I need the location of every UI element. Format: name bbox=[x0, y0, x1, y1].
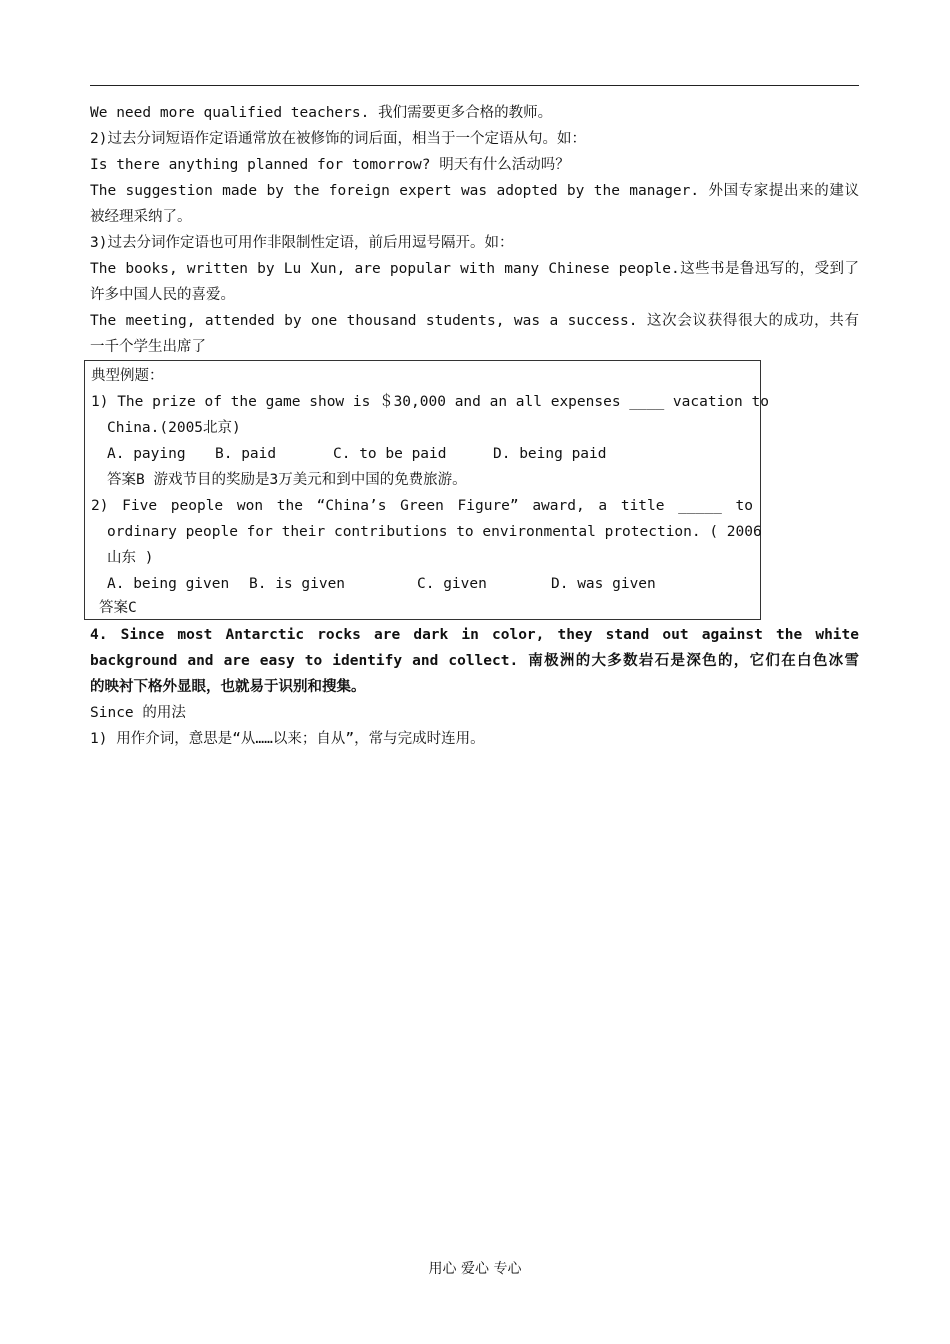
question-2-text-cont2: 山东 ) bbox=[107, 550, 154, 566]
example-sentence-meeting: The meeting, attended by one thousand students, was a success. 这次会议获得很大的成功，共有 bbox=[90, 313, 859, 329]
q1-option-c: C. to be paid bbox=[333, 446, 447, 462]
sentence-4-translation: 的映衬下格外显眼，也就易于识别和搜集。 bbox=[90, 679, 366, 695]
example-sentence-meeting-cont: 一千个学生出席了 bbox=[90, 339, 206, 355]
since-usage-1: 1) 用作介词，意思是“从……以来；自从”，常与完成时连用。 bbox=[90, 731, 485, 747]
since-usage-heading: Since 的用法 bbox=[90, 705, 186, 721]
example-sentence-teachers: We need more qualified teachers. 我们需要更多合格的教师。 bbox=[90, 105, 553, 121]
q2-answer: 答案C bbox=[99, 600, 137, 616]
example-sentence-books: The books, written by Lu Xun, are popular with many Chinese people.这些书是鲁迅写的，受到了 bbox=[90, 261, 859, 277]
question-1-text: 1) The prize of the game show is ＄30,000 and an all expenses ____ vacation to bbox=[91, 394, 769, 410]
q1-option-b: B. paid bbox=[215, 446, 277, 462]
q1-answer: 答案B 游戏节目的奖励是3万美元和到中国的免费旅游。 bbox=[107, 472, 467, 488]
example-questions-box bbox=[84, 360, 769, 620]
q1-option-a: A. paying bbox=[107, 446, 186, 462]
q2-option-c: C. given bbox=[417, 576, 487, 592]
example-sentence-suggestion: The suggestion made by the foreign expert was adopted by the manager. 外国专家提出来的建议 bbox=[90, 183, 859, 199]
example-sentence-suggestion-cont: 被经理采纳了。 bbox=[90, 209, 192, 225]
q2-option-d: D. was given bbox=[551, 576, 656, 592]
question-2-text-cont: ordinary people for their contributions to environmental protection. ( 2006 bbox=[107, 524, 762, 540]
sentence-4-cont: background and are easy to identify and collect. 南极洲的大多数岩石是深色的，它们在白色冰雪 bbox=[90, 653, 859, 669]
q2-option-a: A. being given bbox=[107, 576, 230, 592]
page-footer: 用心 爱心 专心 bbox=[428, 1261, 522, 1277]
example-sentence-books-cont: 许多中国人民的喜爱。 bbox=[90, 287, 235, 303]
box-heading: 典型例题： bbox=[91, 368, 164, 384]
q1-option-d: D. being paid bbox=[493, 446, 607, 462]
header-rule bbox=[90, 85, 859, 86]
example-sentence-planned: Is there anything planned for tomorrow? 明天有什么活动吗？ bbox=[90, 157, 570, 173]
rule-3-heading: 3)过去分词作定语也可用作非限制性定语，前后用逗号隔开。如： bbox=[90, 235, 514, 251]
question-2-text: 2) Five people won the “China’s Green Figure” award, a title _____ to bbox=[91, 498, 753, 514]
sentence-4-english: 4. Since most Antarctic rocks are dark in color, they stand out against the white bbox=[90, 627, 859, 643]
question-1-text-cont: China.(2005北京) bbox=[107, 420, 241, 436]
rule-2-heading: 2)过去分词短语作定语通常放在被修饰的词后面，相当于一个定语从句。如： bbox=[90, 131, 586, 147]
q2-option-b: B. is given bbox=[249, 576, 346, 592]
